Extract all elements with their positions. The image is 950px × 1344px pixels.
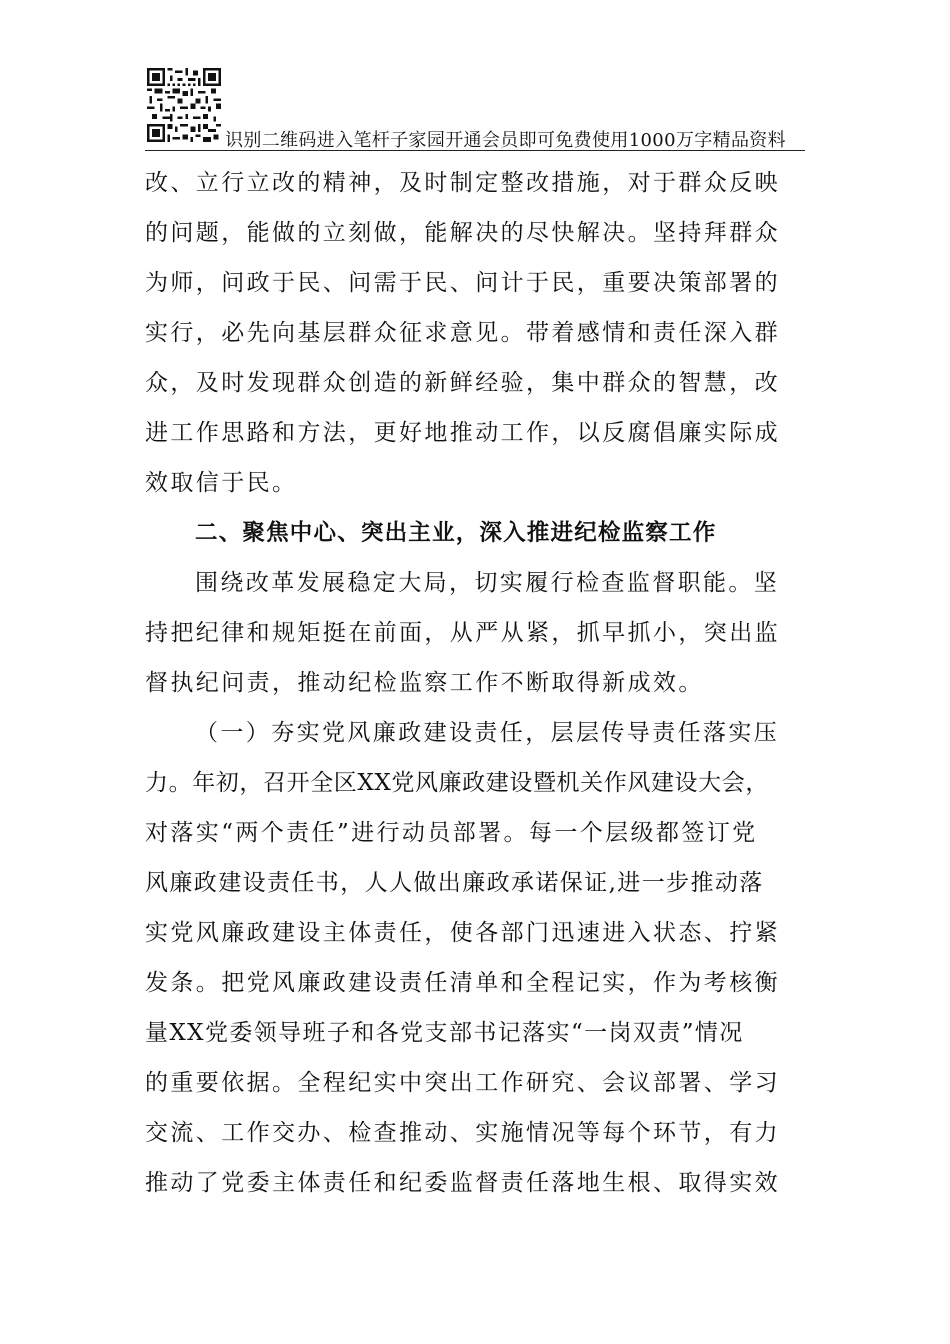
paragraph-line: 推动了党委主体责任和纪委监督责任落地生根、取得实效 bbox=[145, 1170, 780, 1196]
paragraph-line: 督执纪问责，推动纪检监察工作不断取得新成效。 bbox=[145, 670, 704, 696]
paragraph-line: 进工作思路和方法，更好地推动工作，以反腐倡廉实际成 bbox=[145, 420, 780, 446]
paragraph-line: 的重要依据。全程纪实中突出工作研究、会议部署、学习 bbox=[145, 1070, 780, 1096]
paragraph-line: 持把纪律和规矩挺在前面，从严从紧，抓早抓小，突出监 bbox=[145, 620, 780, 646]
paragraph-line: 量XX党委领导班子和各党支部书记落实“一岗双责”情况 bbox=[145, 1020, 744, 1046]
page-header bbox=[145, 68, 805, 152]
paragraph-line: 改、立行立改的精神，及时制定整改措施，对于群众反映 bbox=[145, 170, 780, 196]
paragraph-line: 力。年初，召开全区XX党风廉政建设暨机关作风建设大会， bbox=[145, 770, 769, 796]
document-body bbox=[145, 158, 817, 1208]
paragraph-line: 实行，必先向基层群众征求意见。带着感情和责任深入群 bbox=[145, 320, 780, 346]
paragraph-line: 为师，问政于民、问需于民、问计于民，重要决策部署的 bbox=[145, 270, 780, 296]
paragraph-line: 交流、工作交办、检查推动、实施情况等每个环节，有力 bbox=[145, 1120, 780, 1146]
paragraph-line: 对落实“两个责任”进行动员部署。每一个层级都签订党 bbox=[145, 820, 758, 846]
paragraph-line: 围绕改革发展稳定大局，切实履行检查监督职能。坚 bbox=[195, 570, 780, 596]
paragraph-line: 的问题，能做的立刻做，能解决的尽快解决。坚持拜群众 bbox=[145, 220, 780, 246]
paragraph-line: 发条。把党风廉政建设责任清单和全程记实，作为考核衡 bbox=[145, 970, 780, 996]
header-promo-text: 识别二维码进入笔杆子家园开通会员即可免费使用1000万字精品资料 bbox=[225, 130, 787, 151]
paragraph-line: 众，及时发现群众创造的新鲜经验，集中群众的智慧，改 bbox=[145, 370, 780, 396]
qr-code-icon[interactable] bbox=[147, 68, 221, 142]
subsection-heading: （一）夯实党风廉政建设责任，层层传导责任落实压 bbox=[195, 720, 780, 746]
section-heading: 二、聚焦中心、突出主业，深入推进纪检监察工作 bbox=[195, 520, 717, 546]
paragraph-line: 效取信于民。 bbox=[145, 470, 298, 496]
paragraph-line: 风廉政建设责任书，人人做出廉政承诺保证,进一步推动落 bbox=[145, 870, 764, 896]
header-divider bbox=[145, 150, 805, 151]
paragraph-line: 实党风廉政建设主体责任，使各部门迅速进入状态、拧紧 bbox=[145, 920, 780, 946]
